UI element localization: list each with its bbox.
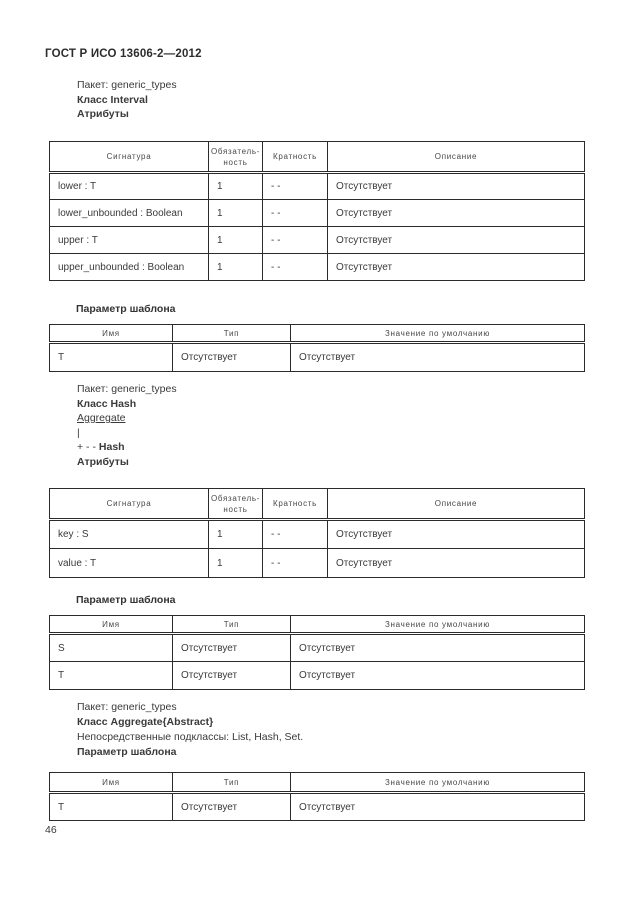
template-parameter-heading: Параметр шаблона	[76, 594, 176, 606]
inheritance-pipe: |	[77, 426, 80, 439]
cell-mandatory: 1	[209, 549, 263, 578]
cell-signature: upper : T	[50, 227, 209, 254]
cell-signature: lower_unbounded : Boolean	[50, 200, 209, 227]
aggregate-template-parameter-table	[49, 772, 585, 821]
description-column-header: Описание	[328, 489, 585, 520]
cell-default: Отсутствует	[291, 343, 585, 372]
table-row	[50, 254, 585, 281]
table-header-row	[50, 325, 585, 343]
cell-default: Отсутствует	[291, 793, 585, 821]
template-parameter-heading: Параметр шаблона	[76, 303, 176, 315]
cell-description: Отсутствует	[328, 254, 585, 281]
cell-multiplicity: - -	[263, 520, 328, 549]
name-column-header: Имя	[50, 325, 173, 343]
cell-description: Отсутствует	[328, 227, 585, 254]
cell-mandatory: 1	[209, 173, 263, 200]
cell-default: Отсутствует	[291, 634, 585, 662]
doc-title: ГОСТ Р ИСО 13606-2—2012	[45, 48, 202, 60]
table-row	[50, 662, 585, 690]
cell-name: S	[50, 634, 173, 662]
name-column-header: Имя	[50, 773, 173, 793]
default-column-header: Значение по умолчанию	[291, 325, 585, 343]
interval-intro	[77, 78, 177, 122]
table-row	[50, 173, 585, 200]
inheritance-class-name: Hash	[98, 441, 125, 454]
aggregate-intro	[77, 700, 303, 760]
cell-name: T	[50, 793, 173, 821]
table-header-row	[50, 773, 585, 793]
multiplicity-column-header: Кратность	[263, 489, 328, 520]
cell-multiplicity: - -	[263, 227, 328, 254]
table-row	[50, 343, 585, 372]
hash-template-parameter-table	[49, 615, 585, 690]
cell-multiplicity: - -	[263, 173, 328, 200]
table-row	[50, 227, 585, 254]
cell-description: Отсутствует	[328, 520, 585, 549]
hash-attributes-table	[49, 488, 585, 578]
signature-column-header: Сигнатура	[50, 142, 209, 173]
multiplicity-column-header: Кратность	[263, 142, 328, 173]
cell-type: Отсутствует	[173, 634, 291, 662]
cell-type: Отсутствует	[173, 793, 291, 821]
default-column-header: Значение по умолчанию	[291, 773, 585, 793]
interval-template-parameter-table	[49, 324, 585, 372]
class-name-line: Класс Interval	[77, 93, 148, 106]
interval-attributes-table	[49, 141, 585, 281]
cell-description: Отсутствует	[328, 200, 585, 227]
cell-multiplicity: - -	[263, 200, 328, 227]
type-column-header: Тип	[173, 325, 291, 343]
description-column-header: Описание	[328, 142, 585, 173]
subclasses-line: Непосредственные подклассы: List, Hash, Set.	[77, 731, 304, 743]
cell-multiplicity: - -	[263, 254, 328, 281]
cell-mandatory: 1	[209, 254, 263, 281]
hash-intro	[77, 382, 177, 470]
table-row	[50, 520, 585, 549]
signature-column-header: Сигнатура	[50, 489, 209, 520]
page-number: 46	[45, 824, 57, 836]
cell-default: Отсутствует	[291, 662, 585, 690]
inheritance-prefix: + - -	[77, 441, 99, 454]
cell-type: Отсутствует	[173, 343, 291, 372]
attributes-label: Атрибуты	[77, 108, 129, 121]
package-line: Пакет: generic_types	[77, 79, 177, 91]
cell-signature: lower : T	[50, 173, 209, 200]
cell-mandatory: 1	[209, 520, 263, 549]
table-row	[50, 634, 585, 662]
table-header-row	[50, 142, 585, 173]
superclass-name: Aggregate	[77, 412, 126, 425]
table-header-row	[50, 616, 585, 634]
cell-signature: key : S	[50, 520, 209, 549]
class-name-line: Класс Hash	[77, 397, 137, 410]
inheritance-line	[77, 440, 177, 455]
class-name-line: Класс Aggregate{Abstract}	[77, 716, 214, 728]
cell-mandatory: 1	[209, 200, 263, 227]
cell-mandatory: 1	[209, 227, 263, 254]
cell-type: Отсутствует	[173, 662, 291, 690]
cell-name: T	[50, 662, 173, 690]
table-row	[50, 793, 585, 821]
default-column-header: Значение по умолчанию	[291, 616, 585, 634]
type-column-header: Тип	[173, 773, 291, 793]
mandatory-column-header: Обязатель-ность	[209, 142, 263, 173]
cell-multiplicity: - -	[263, 549, 328, 578]
package-line: Пакет: generic_types	[77, 383, 177, 395]
table-row	[50, 549, 585, 578]
cell-description: Отсутствует	[328, 549, 585, 578]
table-row	[50, 200, 585, 227]
mandatory-column-header: Обязатель-ность	[209, 489, 263, 520]
cell-description: Отсутствует	[328, 173, 585, 200]
cell-signature: value : T	[50, 549, 209, 578]
name-column-header: Имя	[50, 616, 173, 634]
table-header-row	[50, 489, 585, 520]
cell-name: T	[50, 343, 173, 372]
attributes-label: Атрибуты	[77, 455, 129, 468]
package-line: Пакет: generic_types	[77, 701, 177, 713]
cell-signature: upper_unbounded : Boolean	[50, 254, 209, 281]
template-parameter-heading: Параметр шаблона	[77, 746, 177, 758]
type-column-header: Тип	[173, 616, 291, 634]
